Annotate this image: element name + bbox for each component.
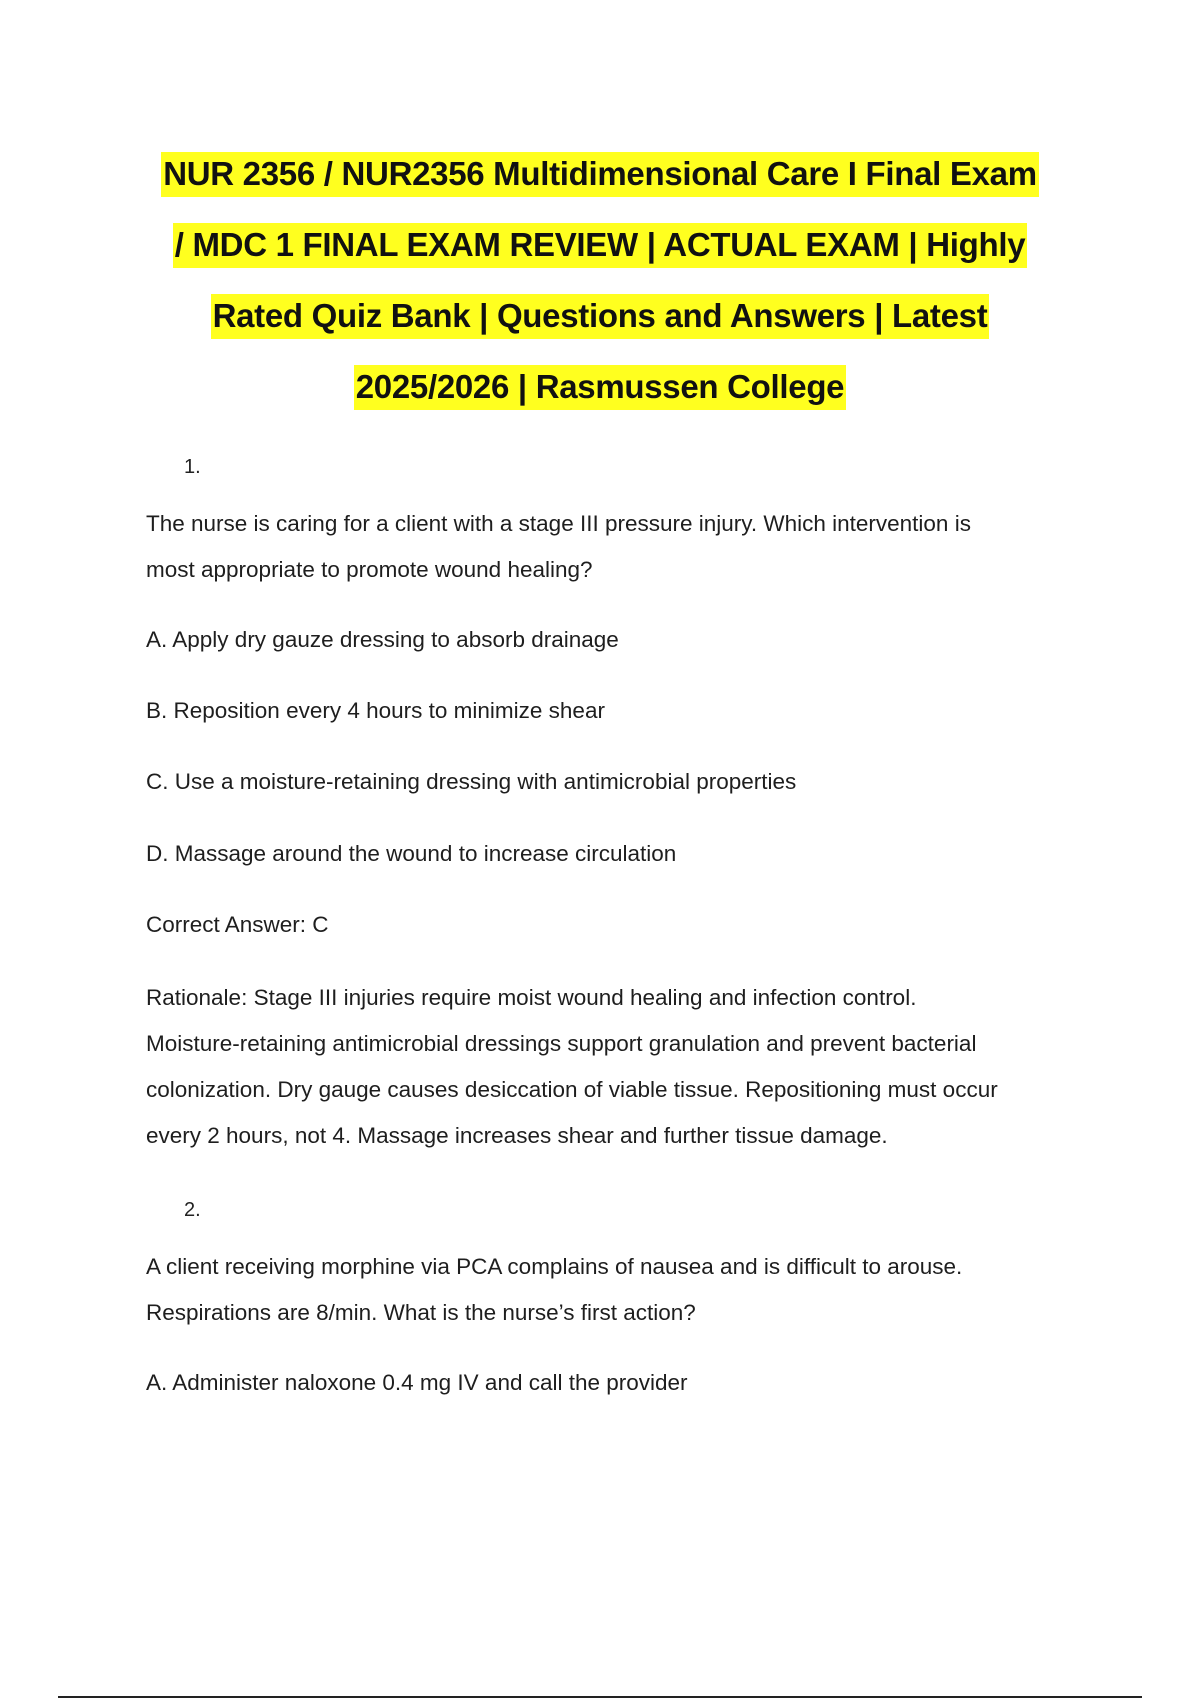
rationale-line: colonization. Dry gauge causes desiccation of viable tissue. Repositioning must occur [146, 1077, 998, 1102]
stem-line: The nurse is caring for a client with a stage III pressure injury. Which intervention is [146, 511, 971, 536]
question-1-option-a: A. Apply dry gauze dressing to absorb drainage [146, 627, 619, 652]
question-2-number: 2. [184, 1199, 201, 1221]
title-line [130, 351, 1070, 422]
question-1-option-b: B. Reposition every 4 hours to minimize shear [146, 698, 605, 723]
title-highlight: / MDC 1 FINAL EXAM REVIEW | ACTUAL EXAM | Highly [173, 223, 1028, 268]
title-line [130, 280, 1070, 351]
title-line [130, 138, 1070, 209]
question-2-stem [146, 1244, 1086, 1336]
question-2-option-a: A. Administer naloxone 0.4 mg IV and call the provider [146, 1370, 688, 1395]
title-line [130, 209, 1070, 280]
rationale-line: Rationale: Stage III injuries require moist wound healing and infection control. [146, 985, 917, 1010]
question-1-correct-answer: Correct Answer: C [146, 912, 329, 937]
stem-line: most appropriate to promote wound healing? [146, 557, 593, 582]
rationale-line: Moisture-retaining antimicrobial dressings support granulation and prevent bacterial [146, 1031, 977, 1056]
question-1-number: 1. [184, 456, 201, 478]
rationale-line: every 2 hours, not 4. Massage increases shear and further tissue damage. [146, 1123, 888, 1148]
question-1-option-d: D. Massage around the wound to increase circulation [146, 841, 677, 866]
footer-divider [58, 1696, 1142, 1698]
document-title [130, 138, 1070, 422]
stem-line: Respirations are 8/min. What is the nurse’s first action? [146, 1300, 696, 1325]
stem-line: A client receiving morphine via PCA complains of nausea and is difficult to arouse. [146, 1254, 963, 1279]
title-highlight: NUR 2356 / NUR2356 Multidimensional Care I Final Exam [161, 152, 1039, 197]
question-1-stem [146, 501, 1086, 593]
question-1-option-c: C. Use a moisture-retaining dressing with antimicrobial properties [146, 769, 797, 794]
title-highlight: Rated Quiz Bank | Questions and Answers | Latest [211, 294, 990, 339]
title-highlight: 2025/2026 | Rasmussen College [354, 365, 846, 410]
question-1-rationale [146, 975, 1086, 1159]
